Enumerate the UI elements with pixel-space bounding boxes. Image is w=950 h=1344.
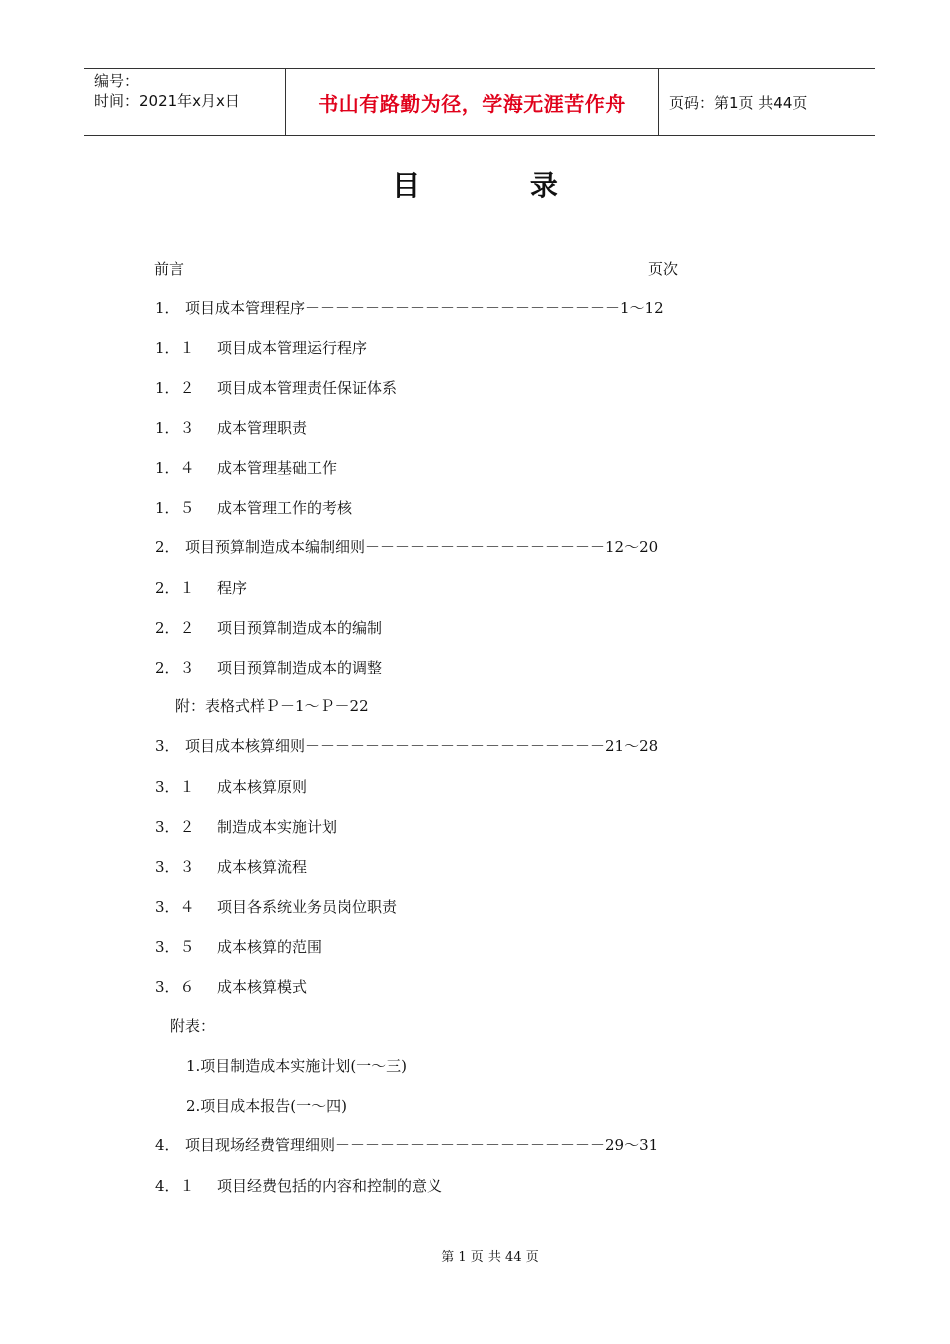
toc-row-number: 2．: [155, 538, 180, 556]
toc-row-text: 项目成本管理程序－－－－－－－－－－－－－－－－－－－－－1～12: [185, 299, 664, 317]
header-page-cell: [659, 69, 875, 135]
header-motto-cell: [286, 69, 659, 135]
toc-row-number: 1．１: [155, 339, 195, 357]
toc-row-number: 3．１: [155, 778, 195, 796]
toc-row-text: 程序: [217, 579, 248, 597]
toc-row[interactable]: [175, 696, 369, 716]
page-title: [0, 164, 950, 204]
toc-row[interactable]: [155, 658, 382, 678]
toc-row-text: 2.项目成本报告(一～四): [186, 1097, 348, 1115]
toc-row-number: 2．１: [155, 579, 195, 597]
toc-row-text: 1.项目制造成本实施计划(一～三): [186, 1057, 408, 1075]
toc-row-number: 1．２: [155, 379, 195, 397]
header-motto: 书山有路勤为径，学海无涯苦作舟: [318, 91, 626, 116]
toc-row-text: 项目成本管理责任保证体系: [217, 379, 398, 397]
toc-row[interactable]: [186, 1056, 407, 1076]
title-char-2: 录: [529, 169, 558, 202]
toc-row[interactable]: [155, 498, 352, 518]
toc-row-text: 成本管理职责: [217, 419, 308, 437]
toc-row-number: 1．５: [155, 499, 195, 517]
toc-row[interactable]: [155, 857, 307, 877]
toc-row-number: 3．５: [155, 938, 195, 956]
toc-row[interactable]: [155, 777, 307, 797]
header-page-info: 页码：第1页 共44页: [669, 93, 808, 112]
toc-row-number: 3．: [155, 737, 180, 755]
toc-preface: 前言: [154, 260, 185, 278]
toc-page-column-header: 页次: [648, 260, 679, 278]
toc-row[interactable]: [155, 736, 658, 756]
toc-row-number: 4．１: [155, 1177, 195, 1195]
toc-row[interactable]: [155, 298, 664, 318]
toc-row-text: 附：表格式样Ｐ－1～Ｐ－22: [175, 697, 369, 715]
toc-row-text: 成本核算模式: [217, 978, 308, 996]
toc-row-number: 4．: [155, 1136, 180, 1154]
toc-row[interactable]: [155, 1135, 658, 1155]
toc-row-number: 1．４: [155, 459, 195, 477]
toc-row-text: 制造成本实施计划: [217, 818, 338, 836]
toc-row[interactable]: [155, 897, 397, 917]
toc-row-text: 附表：: [170, 1017, 216, 1035]
toc-row[interactable]: [155, 338, 367, 358]
toc-row[interactable]: [155, 618, 382, 638]
toc-row[interactable]: [186, 1096, 347, 1116]
toc-row[interactable]: [155, 578, 247, 598]
toc-row[interactable]: [155, 458, 337, 478]
toc-row-text: 项目各系统业务员岗位职责: [217, 898, 398, 916]
page-footer: 第 1 页 共 44 页: [441, 1250, 539, 1265]
toc-row[interactable]: [155, 937, 322, 957]
toc-row-text: 成本核算原则: [217, 778, 308, 796]
toc-row: [170, 1016, 215, 1036]
toc-row[interactable]: [155, 378, 397, 398]
toc-row[interactable]: [155, 537, 658, 557]
toc-row-number: 2．３: [155, 659, 195, 677]
toc-row-number: 3．３: [155, 858, 195, 876]
toc-row-number: 2．２: [155, 619, 195, 637]
toc-row-text: 项目现场经费管理细则－－－－－－－－－－－－－－－－－－29～31: [185, 1136, 659, 1154]
toc-row-text: 项目预算制造成本的调整: [217, 659, 383, 677]
toc-row[interactable]: [155, 418, 307, 438]
toc-row[interactable]: [155, 977, 307, 997]
toc-row-number: 3．４: [155, 898, 195, 916]
document-date: 时间：2021年x月x日: [94, 92, 240, 110]
toc-row-text: 项目成本管理运行程序: [217, 339, 368, 357]
toc-row[interactable]: [155, 1176, 442, 1196]
toc-row[interactable]: [155, 817, 337, 837]
header-left-cell: [84, 69, 286, 135]
toc-row-text: 项目经费包括的内容和控制的意义: [217, 1177, 443, 1195]
toc-row-text: 成本管理工作的考核: [217, 499, 353, 517]
title-char-1: 目: [392, 169, 421, 202]
toc-row-number: 3．２: [155, 818, 195, 836]
toc-row-number: 3．６: [155, 978, 195, 996]
toc-row-text: 成本管理基础工作: [217, 459, 338, 477]
document-number-label: 编号：: [94, 72, 140, 90]
toc-row-text: 成本核算流程: [217, 858, 308, 876]
toc-row-number: 1．: [155, 299, 180, 317]
toc-row-text: 成本核算的范围: [217, 938, 323, 956]
page-header: [84, 68, 875, 136]
toc-row-text: 项目预算制造成本编制细则－－－－－－－－－－－－－－－－12～20: [185, 538, 659, 556]
toc-row-text: 项目成本核算细则－－－－－－－－－－－－－－－－－－－－21～28: [185, 737, 659, 755]
toc-row-number: 1．３: [155, 419, 195, 437]
toc-row-text: 项目预算制造成本的编制: [217, 619, 383, 637]
